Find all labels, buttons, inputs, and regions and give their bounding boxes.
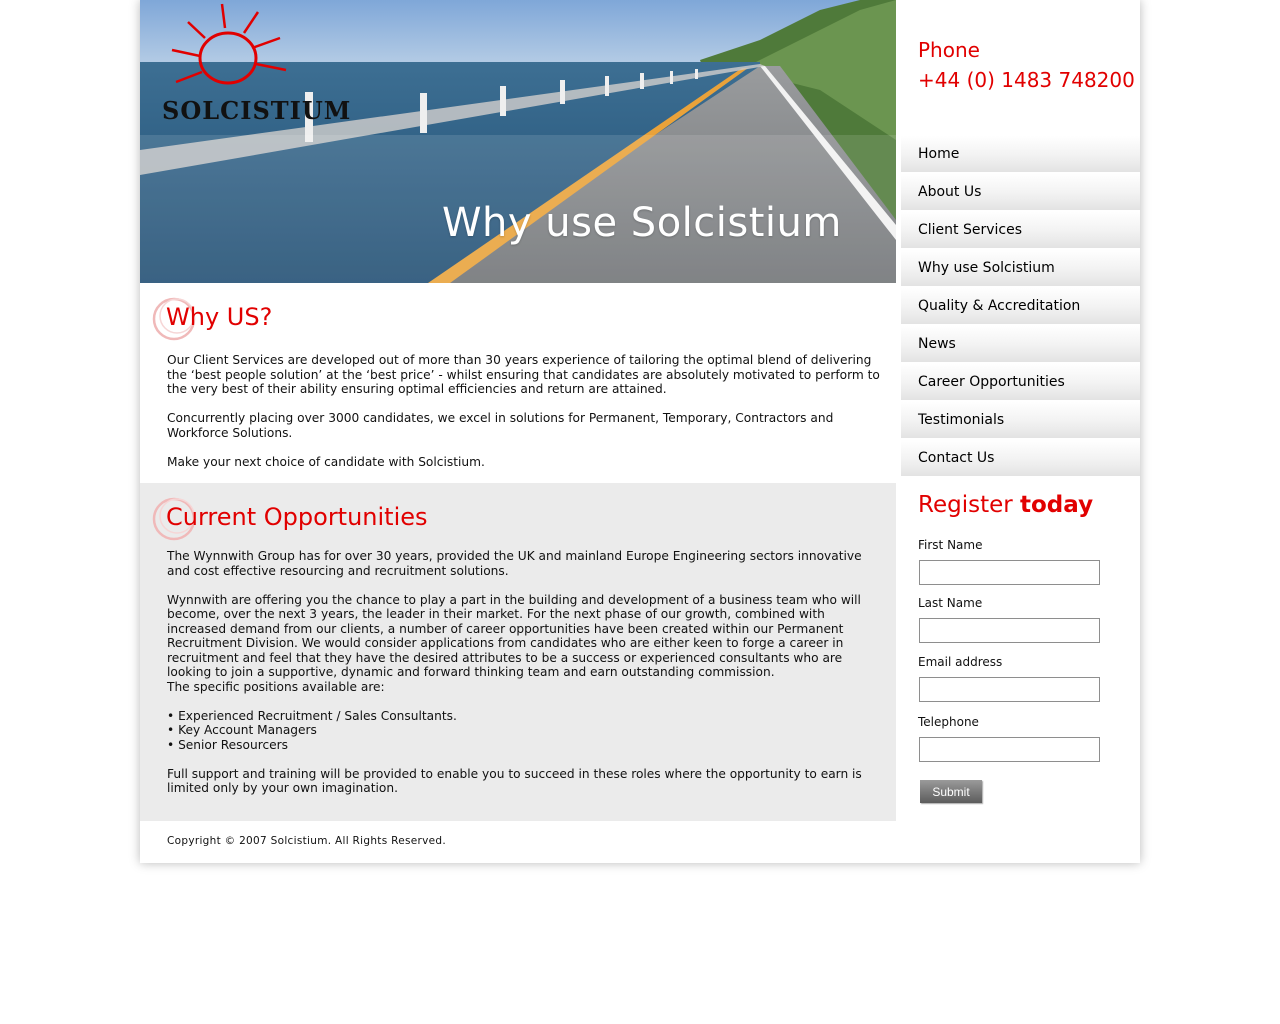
opportunities-section [140,483,896,821]
nav-item-home[interactable]: Home [901,136,1140,172]
register-heading [918,492,1093,518]
phone-label: Phone [918,38,980,62]
opportunities-paragraph: Full support and training will be provided to enable you to succeed in these roles where the opportunity to earn is limited only by your own imagination. [167,766,862,795]
nav-item-about-us[interactable]: About Us [901,174,1140,210]
first-name-input[interactable] [919,560,1100,585]
opportunities-title: Current Opportunities [166,503,428,531]
why-us-paragraph: Make your next choice of candidate with Solcistium. [167,454,485,469]
nav-item-news[interactable]: News [901,326,1140,362]
first-name-group [918,538,1100,585]
email-input[interactable] [919,677,1100,702]
hero-banner [140,0,896,283]
submit-button[interactable]: Submit [920,780,982,803]
hero-title: Why use Solcistium [442,200,842,246]
opportunities-paragraph: Wynnwith are offering you the chance to play a part in the building and development of a business team who will become, over the next 3 years, the leader in their market. For the next phase of our growth, combined with increased demand from our clients, a number of career opportunities have been created within our Permanent Recruitment Division. We would consider applications from candidates who are either keen to forge a career in recruitment and feel that they have the desired attributes to be a success or experienced consultants who are looking to join a supportive, dynamic and forward thinking team and earn outstanding commission. [167,592,861,679]
email-label: Email address [918,655,1003,669]
sidebar [896,0,1140,863]
last-name-label: Last Name [918,596,983,610]
position-item: • Senior Resourcers [167,737,288,752]
telephone-label: Telephone [918,715,979,729]
register-heading-bold: today [1020,492,1094,518]
last-name-input[interactable] [919,618,1100,643]
email-group [918,655,1100,702]
copyright-text: Copyright © 2007 Solcistium. All Rights Reserved. [167,835,447,847]
last-name-group [918,596,1100,643]
telephone-input[interactable] [919,737,1100,762]
page-wrapper [140,0,1140,863]
nav-item-contact-us[interactable]: Contact Us [901,440,1140,476]
nav-item-quality-accreditation[interactable]: Quality & Accreditation [901,288,1140,324]
phone-number: +44 (0) 1483 748200 [918,68,1135,92]
position-item: • Experienced Recruitment / Sales Consultants. [167,708,457,723]
nav-item-testimonials[interactable]: Testimonials [901,402,1140,438]
why-us-title: Why US? [166,303,273,331]
why-us-body [167,353,887,469]
nav-item-client-services[interactable]: Client Services [901,212,1140,248]
why-us-paragraph: Concurrently placing over 3000 candidates, we excel in solutions for Permanent, Temporary, Contractors and Workforce Solutions. [167,411,834,440]
why-us-section [140,283,896,483]
nav-item-career-opportunities[interactable]: Career Opportunities [901,364,1140,400]
position-item: • Key Account Managers [167,723,317,737]
main-nav [901,136,1140,478]
phone-block [918,38,1135,92]
opportunities-body [167,549,887,796]
brand-logo-text: SOLCISTIUM [162,96,352,125]
why-us-paragraph: Our Client Services are developed out of more than 30 years experience of tailoring the optimal blend of delivering the ‘best people solution’ at the ‘best price’ - whilst ensuring that candidates are absolutely motivated to perform to the very best of their ability ensuring optimal efficiencies and return are attained. [167,353,880,396]
opportunities-paragraph: The Wynnwith Group has for over 30 years, provided the UK and mainland Europe Engineering sectors innovative and cost effective resourcing and recruitment solutions. [167,549,862,578]
register-heading-normal: Register [918,492,1013,518]
opportunities-paragraph: The specific positions available are: [167,679,385,694]
nav-item-why-use-solcistium[interactable]: Why use Solcistium [901,250,1140,286]
first-name-label: First Name [918,538,983,552]
telephone-group [918,715,1100,762]
